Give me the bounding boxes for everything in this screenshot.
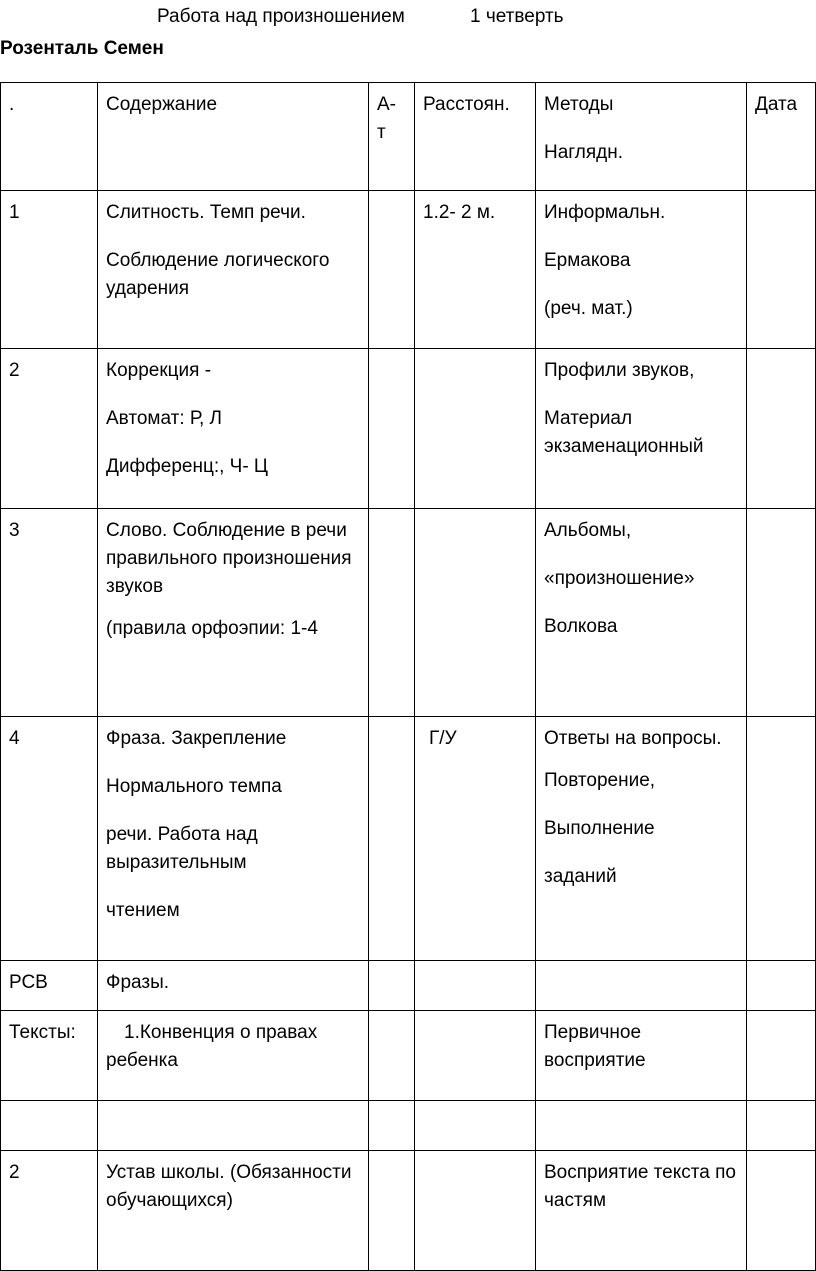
cell-content [98, 961, 369, 1011]
cell-distance: Г/У [415, 717, 536, 961]
cell-at [369, 717, 415, 961]
header-at-line: т [377, 122, 386, 143]
cell-date [747, 1011, 816, 1101]
quarter-text: 1 четверть [470, 6, 564, 27]
cell-at [369, 509, 415, 717]
methods-line: «произношение» [544, 568, 695, 589]
methods-line: Ермакова [544, 250, 631, 271]
content-line: Нормального темпа [106, 776, 282, 797]
content-line: Дифференц:, Ч- Ц [106, 456, 268, 477]
cell-methods [536, 961, 747, 1011]
content-line: речи. Работа над выразительным [106, 824, 258, 873]
cell-distance [415, 1011, 536, 1101]
content-line: Фразы. [106, 972, 170, 993]
table-row [1, 717, 816, 961]
cell-content [98, 191, 369, 349]
cell-num: Тексты: [1, 1011, 98, 1101]
cell-at [369, 349, 415, 509]
content-line: Устав школы. (Обязанности обучающихся) [106, 1162, 352, 1211]
table-row [1, 961, 816, 1011]
cell-date [747, 1101, 816, 1151]
cell-num: 2 [1, 349, 98, 509]
table-header-row [1, 83, 816, 191]
methods-line: заданий [544, 866, 617, 887]
header-at [369, 83, 415, 191]
cell-methods [536, 717, 747, 961]
content-line: Фраза. Закрепление [106, 728, 287, 749]
methods-line: Альбомы, [544, 520, 632, 541]
methods-line: Волкова [544, 616, 618, 637]
header-distance: Расстоян. [415, 83, 536, 191]
header-methods-line: Методы [544, 94, 614, 115]
content-line: Автомат: Р, Л [106, 408, 222, 429]
cell-methods [536, 1151, 747, 1271]
content-line: Слитность. Темп речи. [106, 202, 306, 223]
cell-num: 1 [1, 191, 98, 349]
cell-num [1, 1101, 98, 1151]
table-row [1, 349, 816, 509]
cell-num: 3 [1, 509, 98, 717]
cell-at [369, 191, 415, 349]
methods-line: Повторение, [544, 770, 656, 791]
methods-line: Ответы на вопросы. [544, 728, 722, 749]
header-at-line: А- [377, 94, 396, 115]
cell-at [369, 1101, 415, 1151]
cell-content [98, 1101, 369, 1151]
header-methods [536, 83, 747, 191]
cell-methods [536, 509, 747, 717]
cell-distance [415, 349, 536, 509]
content-line: Коррекция - [106, 360, 212, 381]
cell-distance [415, 1101, 536, 1151]
methods-line: Выполнение [544, 818, 655, 839]
cell-date [747, 191, 816, 349]
cell-distance [415, 1151, 536, 1271]
methods-line: Первичное восприятие [544, 1022, 646, 1071]
methods-line: Информальн. [544, 202, 666, 223]
cell-distance: 1.2- 2 м. [415, 191, 536, 349]
cell-date [747, 961, 816, 1011]
content-line: (правила орфоэпии: 1-4 [106, 618, 318, 639]
cell-date [747, 717, 816, 961]
cell-num: 4 [1, 717, 98, 961]
student-name: Розенталь Семен [0, 38, 164, 59]
table-row [1, 191, 816, 349]
cell-num: РСВ [1, 961, 98, 1011]
cell-content [98, 1011, 369, 1101]
cell-num: 2 [1, 1151, 98, 1271]
cell-distance [415, 961, 536, 1011]
header-methods-line: Наглядн. [544, 142, 624, 163]
table-row [1, 1151, 816, 1271]
header-date: Дата [747, 83, 816, 191]
table-row [1, 1011, 816, 1101]
methods-line: Профили звуков, [544, 360, 695, 381]
title-text: Работа над произношением [157, 6, 405, 27]
table-row [1, 509, 816, 717]
content-line: Слово. Соблюдение в речи правильного произношения звуков [106, 520, 352, 597]
lesson-plan-table [0, 82, 816, 1271]
cell-at [369, 1011, 415, 1101]
cell-methods [536, 349, 747, 509]
cell-at [369, 961, 415, 1011]
cell-at [369, 1151, 415, 1271]
cell-distance [415, 509, 536, 717]
cell-date [747, 349, 816, 509]
cell-date [747, 1151, 816, 1271]
methods-line: Материал экзаменационный [544, 408, 704, 457]
header-content: Содержание [98, 83, 369, 191]
cell-date [747, 509, 816, 717]
table-row [1, 1101, 816, 1151]
methods-line: (реч. мат.) [544, 298, 633, 319]
cell-content [98, 1151, 369, 1271]
cell-methods [536, 191, 747, 349]
header-num: . [1, 83, 98, 191]
content-line: 1.Конвенция о правах ребенка [106, 1022, 318, 1071]
methods-line: Восприятие текста по частям [544, 1162, 736, 1211]
cell-content [98, 349, 369, 509]
cell-content [98, 509, 369, 717]
content-line: чтением [106, 900, 180, 921]
cell-content [98, 717, 369, 961]
cell-methods [536, 1011, 747, 1101]
content-line: Соблюдение логического ударения [106, 250, 330, 299]
cell-methods [536, 1101, 747, 1151]
